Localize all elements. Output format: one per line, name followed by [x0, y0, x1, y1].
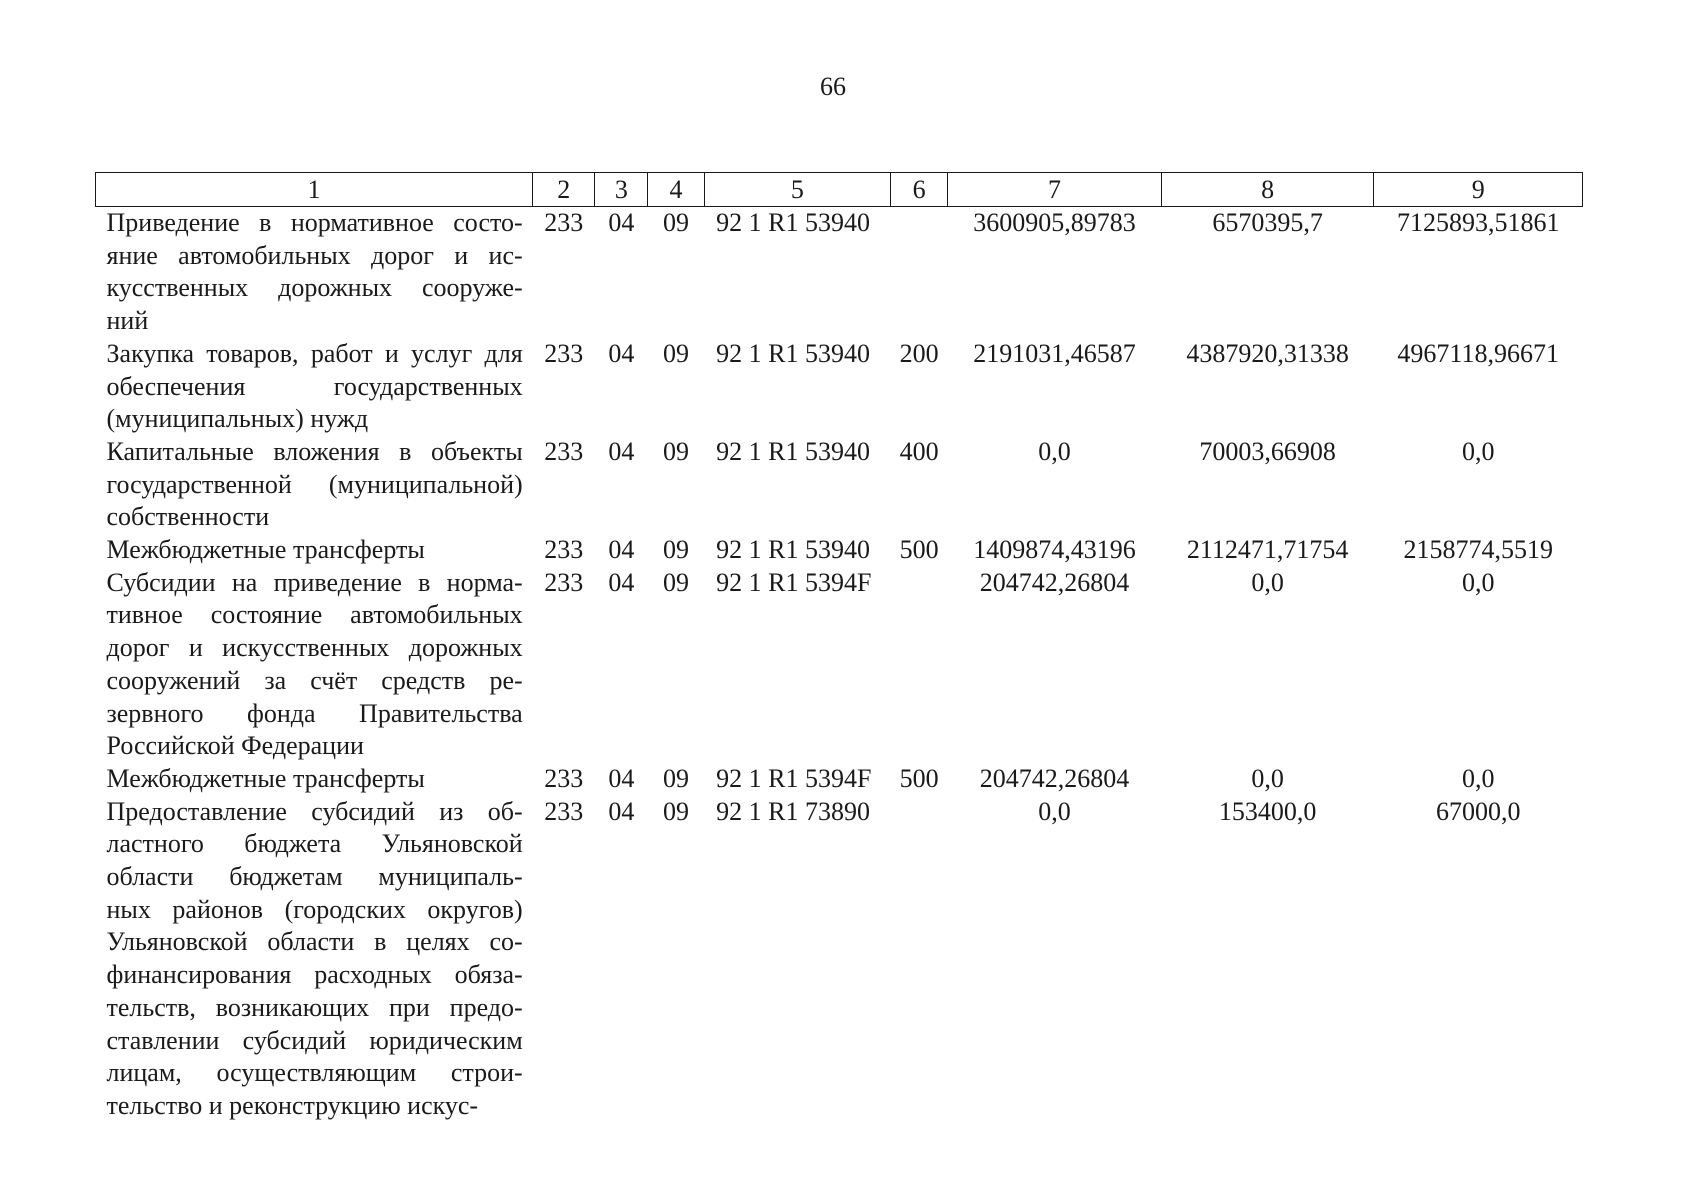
description-line: зервного фонда Правительства: [106, 698, 523, 728]
page-number: 66: [820, 72, 846, 101]
description-line: собственности: [106, 502, 270, 532]
table-body: [96, 207, 1583, 1123]
expense-type-code: [891, 567, 948, 763]
description-line: тивное состояние автомобильных: [106, 600, 523, 630]
table-header: [96, 173, 1583, 207]
ministry-code: 233: [544, 436, 584, 466]
amount-col-7: 1409874,43196: [973, 535, 1136, 565]
description-line: ний: [106, 306, 149, 336]
subsection-code: 09: [663, 567, 690, 597]
section-code: 04: [608, 208, 635, 237]
table-row: [96, 534, 1583, 567]
target-article-code: 92 1 R1 53940: [716, 436, 870, 466]
header-col-5: 5: [704, 173, 891, 207]
row-description: [96, 763, 533, 796]
amount-col-9: 7125893,51861: [1396, 208, 1560, 237]
table-row: [96, 436, 1583, 534]
amount-col-9: 0,0: [1461, 567, 1495, 597]
row-description: [96, 207, 533, 338]
amount-col-8: 153400,0: [1218, 796, 1317, 826]
description-line: тельств, возникающих при предо-: [106, 992, 523, 1022]
table-row: [96, 763, 1583, 796]
subsection-code: 09: [663, 436, 690, 466]
section-code: 04: [608, 567, 635, 597]
row-description: [96, 796, 533, 1123]
ministry-code: 233: [544, 763, 584, 793]
target-article-code: 92 1 R1 53940: [716, 338, 870, 368]
subsection-code: 09: [663, 338, 690, 368]
description-line: ставлении субсидий юридическим: [106, 1025, 523, 1055]
expense-type-code: 200: [899, 338, 939, 368]
header-col-6: 6: [891, 173, 948, 207]
row-description: [96, 436, 533, 534]
description-line: ных районов (городских округов): [106, 894, 523, 924]
description-line: Капитальные вложения в объекты: [106, 436, 523, 466]
expense-type-code: [891, 207, 948, 338]
header-row: [96, 173, 1583, 207]
table-row: [96, 567, 1583, 763]
amount-col-9: 0,0: [1461, 763, 1495, 793]
target-article-code: 92 1 R1 73890: [716, 796, 870, 826]
target-article-code: 92 1 R1 53940: [716, 208, 870, 237]
target-article-code: 92 1 R1 53940: [716, 535, 870, 565]
section-code: 04: [608, 535, 635, 565]
expense-type-code: 500: [899, 535, 939, 565]
amount-col-8: 0,0: [1251, 763, 1284, 793]
amount-col-8: 0,0: [1251, 567, 1284, 597]
header-col-4: 4: [648, 173, 704, 207]
description-line: Межбюджетные трансферты: [106, 763, 425, 793]
ministry-code: 233: [544, 535, 584, 565]
section-code: 04: [608, 338, 635, 368]
amount-col-7: 0,0: [1038, 436, 1071, 466]
row-description: [96, 567, 533, 763]
header-col-3: 3: [595, 173, 648, 207]
row-description: [96, 534, 533, 567]
description-line: дорог и искусственных дорожных: [106, 633, 523, 663]
section-code: 04: [608, 436, 635, 466]
description-line: Субсидии на приведение в норма-: [106, 567, 523, 597]
table-row: [96, 338, 1583, 436]
amount-col-9: 4967118,96671: [1397, 338, 1559, 368]
header-col-1: 1: [96, 173, 533, 207]
budget-table: [95, 172, 1583, 1123]
amount-col-7: 204742,26804: [979, 567, 1130, 597]
amount-col-7: 3600905,89783: [973, 208, 1136, 237]
header-col-9: 9: [1374, 173, 1583, 207]
target-article-code: 92 1 R1 5394F: [716, 763, 872, 793]
ministry-code: 233: [544, 208, 584, 237]
expense-type-code: 400: [899, 436, 939, 466]
amount-col-8: 2112471,71754: [1186, 535, 1349, 565]
row-description: [96, 338, 533, 436]
description-line: Ульяновской области в целях со-: [106, 927, 523, 957]
amount-col-9: 0,0: [1461, 436, 1495, 466]
subsection-code: 09: [663, 535, 690, 565]
description-line: финансирования расходных обяза-: [106, 960, 523, 990]
amount-col-7: 2191031,46587: [973, 338, 1136, 368]
amount-col-9: 67000,0: [1435, 796, 1521, 826]
amount-col-8: 4387920,31338: [1186, 338, 1349, 368]
expense-type-code: 500: [899, 763, 939, 793]
table-row: [96, 796, 1583, 1123]
description-line: лицам, осуществляющим строи-: [106, 1058, 523, 1088]
description-line: Межбюджетные трансферты: [106, 535, 425, 565]
description-line: Приведение в нормативное состо-: [106, 208, 523, 237]
description-line: области бюджетам муниципаль-: [106, 862, 523, 892]
amount-col-9: 2158774,5519: [1403, 535, 1553, 565]
subsection-code: 09: [663, 208, 690, 237]
header-col-7: 7: [948, 173, 1162, 207]
description-line: Закупка товаров, работ и услуг для: [106, 338, 523, 368]
description-line: Предоставление субсидий из об-: [106, 796, 523, 826]
description-line: тельство и реконструкцию искус-: [106, 1090, 479, 1120]
header-col-2: 2: [533, 173, 595, 207]
target-article-code: 92 1 R1 5394F: [716, 567, 872, 597]
amount-col-8: 70003,66908: [1199, 436, 1336, 466]
description-line: (муниципальных) нужд: [106, 404, 369, 434]
subsection-code: 09: [663, 796, 690, 826]
section-code: 04: [608, 763, 635, 793]
description-line: обеспечения государственных: [106, 371, 523, 401]
description-line: Российской Федерации: [106, 731, 364, 761]
section-code: 04: [608, 796, 635, 826]
ministry-code: 233: [544, 796, 584, 826]
description-line: государственной (муниципальной): [106, 469, 523, 499]
subsection-code: 09: [663, 763, 690, 793]
amount-col-7: 0,0: [1038, 796, 1071, 826]
table-row: [96, 207, 1583, 338]
description-line: кусственных дорожных сооруже-: [106, 273, 523, 303]
amount-col-7: 204742,26804: [979, 763, 1130, 793]
description-line: ластного бюджета Ульяновской: [106, 829, 523, 859]
description-line: сооружений за счёт средств ре-: [106, 665, 523, 695]
expense-type-code: [891, 796, 948, 1123]
description-line: яние автомобильных дорог и ис-: [106, 240, 523, 270]
ministry-code: 233: [544, 338, 584, 368]
ministry-code: 233: [544, 567, 584, 597]
amount-col-8: 6570395,7: [1212, 208, 1323, 237]
header-col-8: 8: [1161, 173, 1374, 207]
